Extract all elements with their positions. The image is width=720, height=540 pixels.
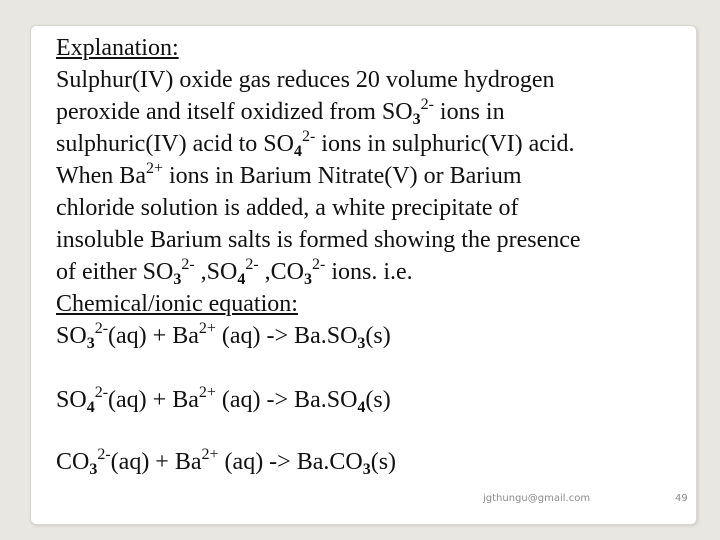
equation-carbonate: $CO_3^{2-}(aq) + Ba^{2+}$ $(aq) -> Ba.CO_3(s)$ (56, 446, 397, 478)
slide-content (56, 32, 696, 478)
page-number: 49 (675, 493, 688, 504)
slide (30, 25, 697, 525)
paragraph-line-2: peroxide and itself oxidized from $SO_3^{2-}$ ions in (56, 96, 505, 128)
paragraph-line-3: sulphuric(IV) acid to $SO_4^{2-}$ ions in sulphuric(VI) acid. (56, 128, 575, 160)
paragraph-line-1: Sulphur(IV) oxide gas reduces 20 volume hydrogen (56, 67, 555, 93)
equations-heading: Chemical/ionic equation: (56, 291, 298, 317)
paragraph-line-6: insoluble Barium salts is formed showing the presence (56, 227, 581, 253)
paragraph-line-4: When $Ba^{2+}$ ions in Barium Nitrate(V) or Barium (56, 160, 522, 189)
footer-email: jgthungu@gmail.com (483, 493, 591, 504)
paragraph-line-7: of either $SO_3^{2-}$ $,SO_4^{2-}$ $,CO_3^{2-}$ ions. i.e. (56, 256, 413, 288)
equation-sulphite: $SO_3^{2-}(aq) + Ba^{2+}$ $(aq) -> Ba.SO_3(s)$ (56, 320, 391, 352)
paragraph-line-5: chloride solution is added, a white precipitate of (56, 195, 519, 221)
equation-sulphate: $SO_4^{2-}(aq) + Ba^{2+}$ $(aq) -> Ba.SO_4(s)$ (56, 384, 391, 416)
explanation-heading: Explanation: (56, 35, 179, 61)
